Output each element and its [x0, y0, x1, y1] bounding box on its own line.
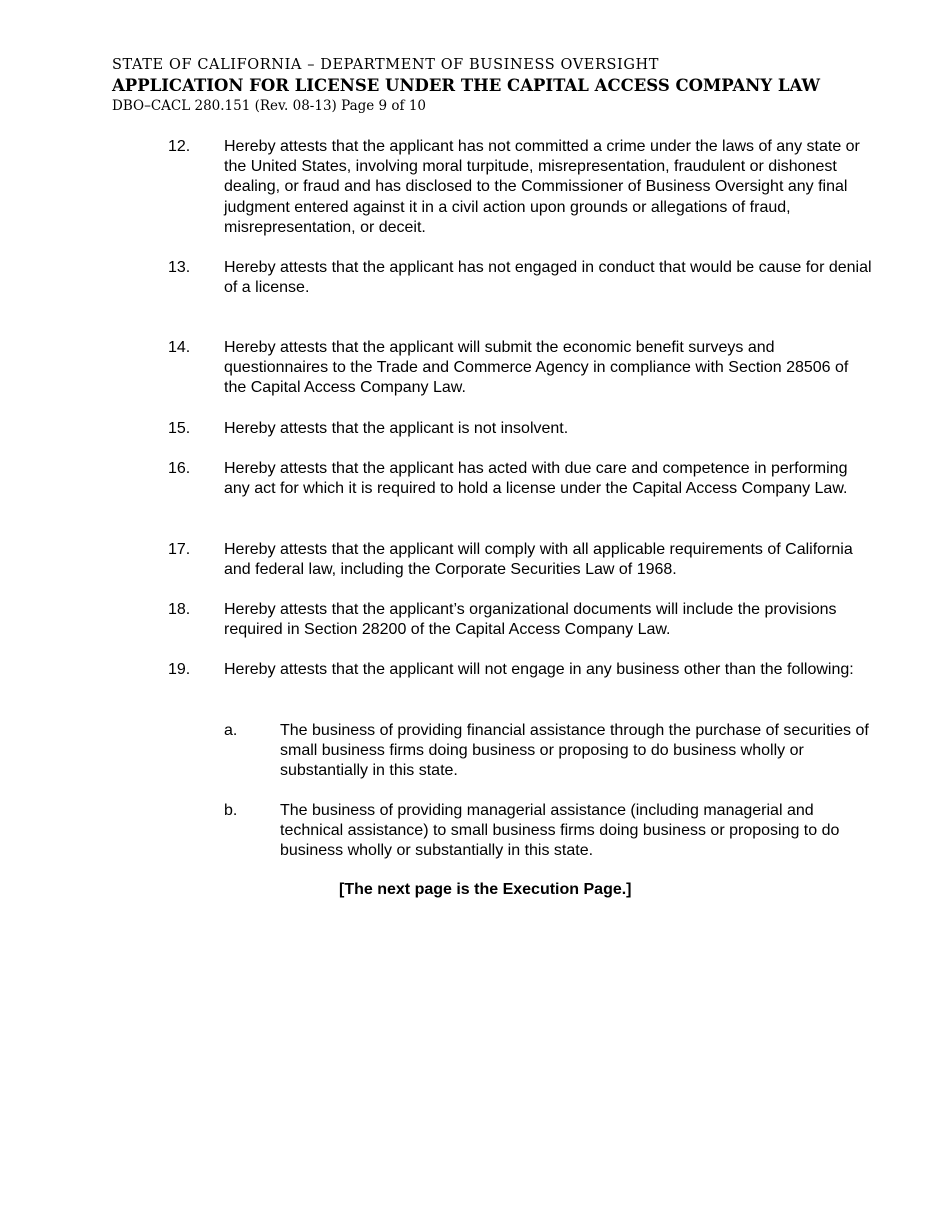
- agency-line: STATE OF CALIFORNIA – DEPARTMENT OF BUSINESS OVERSIGHT: [112, 57, 660, 73]
- item-text: Hereby attests that the applicant is not insolvent.: [224, 420, 569, 437]
- item-text: Hereby attests that the applicant has acted with due care and competence in performing any act for which it is required to hold a license under the Capital Access Company Law.: [224, 460, 848, 498]
- sub-item-letter: b.: [224, 802, 238, 819]
- item-number: 15.: [168, 420, 191, 437]
- next-page-note: [The next page is the Execution Page.]: [339, 881, 632, 898]
- item-text: Hereby attests that the applicant will not engage in any business other than the following:: [224, 661, 854, 678]
- item-text: Hereby attests that the applicant has not engaged in conduct that would be cause for denial of a license.: [224, 259, 872, 297]
- item-text: Hereby attests that the applicant will comply with all applicable requirements of California and federal law, including the Corporate Securities Law of 1968.: [224, 541, 853, 579]
- form-number: DBO–CACL 280.151 (Rev. 08-13) Page 9 of 10: [112, 98, 427, 114]
- item-number: 17.: [168, 541, 191, 558]
- sub-item-text: The business of providing managerial assistance (including managerial and technical assistance) to small business firms doing business or proposing to do business wholly or substantially in this state.: [280, 802, 840, 860]
- item-number: 18.: [168, 601, 191, 618]
- item-number: 13.: [168, 259, 191, 276]
- item-number: 16.: [168, 460, 191, 477]
- item-text: Hereby attests that the applicant will submit the economic benefit surveys and questionnaires to the Trade and Commerce Agency in compliance with Section 28506 of the Capital Access Company Law.: [224, 339, 849, 397]
- item-number: 12.: [168, 138, 191, 155]
- item-number: 19.: [168, 661, 191, 678]
- document-header: [112, 56, 820, 115]
- item-text: Hereby attests that the applicant’s organizational documents will include the provisions required in Section 28200 of the Capital Access Company Law.: [224, 601, 837, 639]
- item-text: Hereby attests that the applicant has not committed a crime under the laws of any state or the United States, involving moral turpitude, misrepresentation, fraudulent or dishonest dealing, or fraud and has disclosed to the Commissioner of Business Oversight any final judgment entered against it in a civil action upon grounds or allegations of fraud, misrepresentation, or deceit.: [224, 138, 860, 236]
- form-title: APPLICATION FOR LICENSE UNDER THE CAPITAL ACCESS COMPANY LAW: [112, 76, 820, 95]
- item-number: 14.: [168, 339, 191, 356]
- sub-item-letter: a.: [224, 722, 238, 739]
- sub-item-text: The business of providing financial assistance through the purchase of securities of small business firms doing business or proposing to do business wholly or substantially in this state.: [280, 722, 869, 780]
